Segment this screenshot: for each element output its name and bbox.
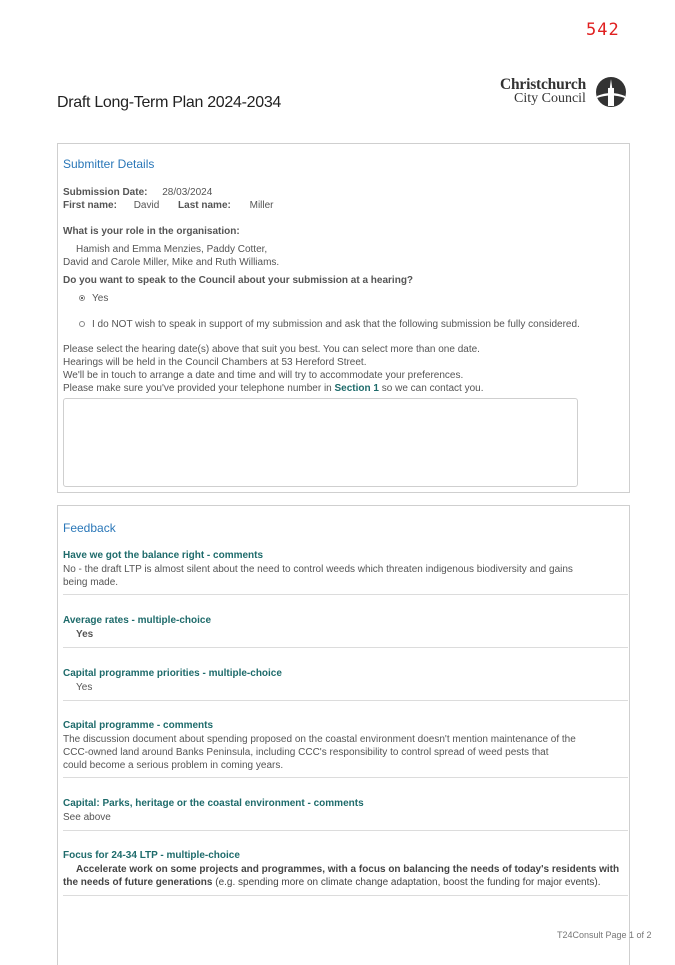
divider — [63, 594, 628, 595]
page-number: 542 — [586, 20, 620, 40]
last-name-label: Last name: — [178, 200, 231, 211]
feedback-question-parks-heritage: Capital: Parks, heritage or the coastal environment - comments — [63, 798, 364, 809]
info-line4-suffix: so we can contact you. — [378, 383, 484, 394]
hearing-info-line2: Hearings will be held in the Council Chambers at 53 Hereford Street. — [63, 357, 367, 368]
feedback-answer-average-rates: Yes — [76, 629, 94, 640]
feedback-question-focus: Focus for 24-34 LTP - multiple-choice — [63, 850, 240, 861]
hearing-yes-radio[interactable] — [79, 295, 85, 301]
divider — [63, 700, 628, 701]
answer-line: No - the draft LTP is almost silent about the need to control weeds which threaten indigenous biodiversity and gains — [63, 564, 573, 575]
divider — [63, 647, 628, 648]
feedback-answer-parks-heritage: See above — [63, 812, 111, 823]
hearing-info-line3: We'll be in touch to arrange a date and time and will try to accommodate your preferences. — [63, 370, 464, 381]
feedback-question-capital-comments: Capital programme - comments — [63, 720, 214, 731]
feedback-question-capital-priorities: Capital programme priorities - multiple-choice — [63, 668, 282, 679]
answer-bold-line1: Accelerate work on some projects and programmes, with a focus on balancing the needs of today's residents with — [76, 864, 620, 875]
divider — [63, 895, 628, 896]
hearing-question: Do you want to speak to the Council about your submission at a hearing? — [63, 275, 414, 286]
feedback-heading: Feedback — [63, 521, 116, 535]
hearing-no-label: I do NOT wish to speak in support of my submission and ask that the following submission be fully considered. — [92, 319, 580, 330]
feedback-question-balance: Have we got the balance right - comments — [63, 550, 264, 561]
hearing-info-line4 — [63, 383, 484, 394]
logo-line2: City Council — [514, 91, 586, 106]
first-name-value: David — [133, 200, 160, 211]
answer-line: The discussion document about spending proposed on the coastal environment doesn't mention maintenance of the — [63, 734, 576, 745]
divider — [63, 830, 628, 831]
feedback-panel — [57, 505, 630, 965]
hearing-no-radio[interactable] — [79, 321, 85, 327]
feedback-answer-capital-comments — [63, 733, 576, 772]
role-line2: David and Carole Miller, Mike and Ruth Williams. — [63, 257, 280, 268]
answer-bold-line2: the needs of future generations — [63, 877, 213, 888]
role-label: What is your role in the organisation: — [63, 226, 240, 237]
hearing-comments-textbox[interactable] — [63, 398, 578, 487]
answer-line: being made. — [63, 577, 119, 588]
feedback-answer-focus — [63, 863, 619, 889]
hearing-info-line1: Please select the hearing date(s) above that suit you best. You can select more than one date. — [63, 344, 480, 355]
hearing-yes-label: Yes — [92, 293, 109, 304]
submitter-details-heading: Submitter Details — [63, 157, 155, 171]
answer-rest: (e.g. spending more on climate change adaptation, boost the funding for major events). — [212, 877, 601, 888]
section-1-link[interactable]: Section 1 — [334, 383, 379, 394]
logo-line1: Christchurch — [500, 76, 587, 93]
info-line4-prefix: Please make sure you've provided your telephone number in — [63, 383, 335, 394]
first-name-label: First name: — [63, 200, 117, 211]
cathedral-icon — [595, 76, 627, 108]
feedback-question-average-rates: Average rates - multiple-choice — [63, 615, 212, 626]
answer-line: CCC-owned land around Banks Peninsula, including CCC's responsibility to control spread of weed pests that — [63, 747, 549, 758]
document-title: Draft Long-Term Plan 2024-2034 — [57, 94, 282, 111]
submission-date-label: Submission Date: — [63, 187, 148, 198]
role-line1: Hamish and Emma Menzies, Paddy Cotter, — [76, 244, 268, 255]
divider — [63, 777, 628, 778]
council-logo — [500, 75, 630, 111]
feedback-answer-balance — [63, 563, 573, 589]
page-footer: T24Consult Page 1 of 2 — [557, 930, 652, 940]
answer-line: could become a serious problem in coming years. — [63, 760, 284, 771]
last-name-value: Miller — [249, 200, 274, 211]
submitter-details-panel — [57, 143, 630, 493]
submission-date-value: 28/03/2024 — [162, 187, 213, 198]
feedback-answer-capital-priorities: Yes — [76, 682, 93, 693]
